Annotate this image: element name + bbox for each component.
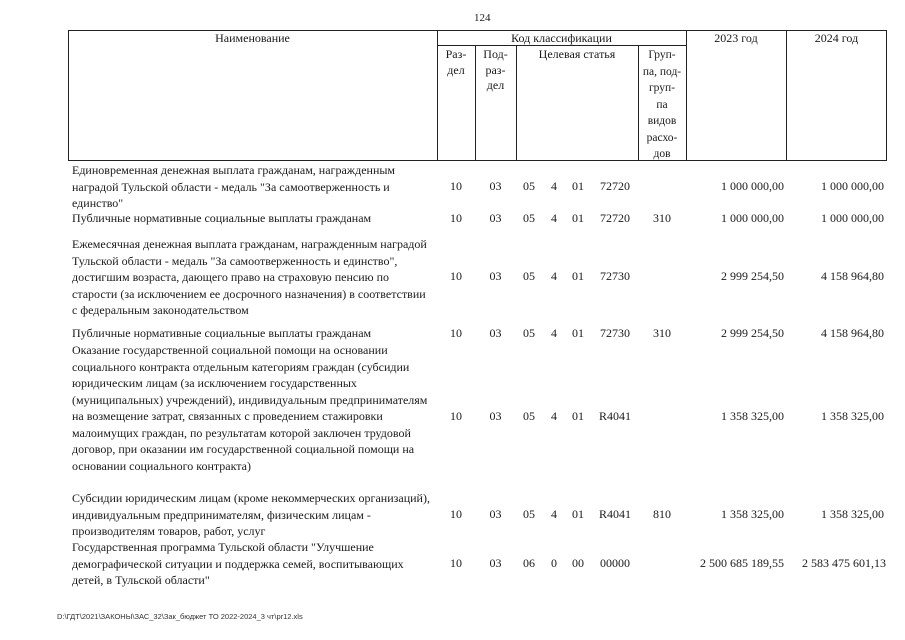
row-cs4: 00000 (600, 556, 630, 570)
row-name: Ежемесячная денежная выплата гражданам, награжденным наградой Тульской области - медаль "За самоотверженность и единство", достигшим возраста, дающего право на страховую пенсию по старости (за исключением ее досрочного назначения) в соответствии с федеральным законодательством (72, 237, 427, 317)
row-2023: 2 999 254,50 (721, 269, 784, 283)
row-cs3: 00 (572, 556, 584, 570)
row-cs1: 06 (523, 556, 535, 570)
row-cs2: 0 (551, 556, 557, 570)
row-cs3: 01 (572, 269, 584, 283)
row-razdel: 10 (450, 556, 462, 570)
row-podrazdel: 03 (489, 179, 502, 193)
row-razdel: 10 (450, 211, 462, 225)
header-code: Код классификации (511, 31, 612, 45)
row-cs1: 05 (523, 326, 535, 340)
row-cs1: 05 (523, 507, 535, 521)
row-cs2: 4 (551, 179, 557, 193)
row-2023: 1 000 000,00 (721, 179, 784, 193)
row-razdel: 10 (450, 507, 462, 521)
header-celevaya: Целевая статья (538, 47, 616, 61)
row-2024: 4 158 964,80 (821, 269, 884, 283)
row-name: Публичные нормативные социальные выплаты гражданам (72, 326, 372, 340)
page-number: 124 (474, 12, 491, 24)
row-2024: 1 358 325,00 (821, 409, 884, 423)
row-name: Оказание государственной социальной помощи на основании социального контракта отдельным категориям граждан (субсидии юридическим лицам (за исключением государственных (муниципальных) учреждений), индивидуальным предпринимателям на возмещение затрат, связанных с проведением стажировки малоимущих граждан, по результатам которой заключен трудовой договор, при оказании им государственной социальной помощи на основании социального контракта) (72, 343, 428, 473)
row-razdel: 10 (450, 409, 462, 423)
row-cs2: 4 (551, 326, 557, 340)
header-2023: 2023 год (714, 31, 758, 45)
row-cs1: 05 (523, 179, 535, 193)
divider (686, 30, 687, 161)
row-vid: 310 (653, 326, 671, 340)
row-name: Единовременная денежная выплата гражданам, награжденным наградой Тульской области - медаль "За самоотверженность и единство" (72, 163, 396, 210)
row-podrazdel: 03 (489, 556, 502, 570)
file-path-footer: D:\ГДТ\2021\ЗАКОНЫ\ЗАС_32\Зак_бюджет ТО 2022-2024_3 чт\pr12.xls (57, 612, 303, 621)
row-cs4: 72730 (600, 269, 630, 283)
row-name: Субсидии юридическим лицам (кроме некоммерческих организаций), индивидуальным предпринимателям, физическим лицам - производителям товаров, работ, услуг (72, 491, 430, 538)
row-vid: 310 (653, 211, 671, 225)
row-2023: 2 500 685 189,55 (700, 556, 784, 570)
row-2024: 1 000 000,00 (821, 179, 884, 193)
row-cs3: 01 (572, 179, 584, 193)
row-2023: 1 358 325,00 (721, 409, 784, 423)
row-cs2: 4 (551, 211, 557, 225)
row-razdel: 10 (450, 269, 462, 283)
row-cs4: R4041 (598, 507, 631, 521)
row-2023: 1 358 325,00 (721, 507, 784, 521)
header-2024: 2024 год (814, 31, 859, 45)
row-2024: 2 583 475 601,13 (802, 556, 886, 570)
row-name: Публичные нормативные социальные выплаты гражданам (72, 211, 372, 225)
row-podrazdel: 03 (489, 409, 502, 423)
row-cs3: 01 (572, 507, 584, 521)
row-podrazdel: 03 (489, 326, 502, 340)
header-name: Наименование (215, 31, 290, 45)
row-name: Государственная программа Тульской области "Улучшение демографической ситуации и поддержка семей, воспитывающих детей, в Тульской области" (72, 540, 404, 587)
row-cs4: 72730 (600, 326, 630, 340)
row-cs1: 05 (523, 409, 535, 423)
row-cs2: 4 (551, 269, 557, 283)
header-razdel: Раз- дел (445, 47, 467, 77)
row-cs3: 01 (572, 409, 584, 423)
row-podrazdel: 03 (489, 269, 502, 283)
row-2024: 1 358 325,00 (821, 507, 884, 521)
row-cs4: 72720 (600, 179, 630, 193)
row-2023: 1 000 000,00 (721, 211, 784, 225)
row-podrazdel: 03 (489, 211, 502, 225)
row-2024: 4 158 964,80 (821, 326, 884, 340)
divider (786, 30, 787, 161)
row-cs3: 01 (572, 211, 584, 225)
row-cs1: 05 (523, 269, 535, 283)
row-2024: 1 000 000,00 (821, 211, 884, 225)
row-cs3: 01 (572, 326, 584, 340)
row-cs4: 72720 (600, 211, 630, 225)
row-cs4: R4041 (598, 409, 631, 423)
header-podrazdel: Под- раз- дел (483, 47, 508, 92)
row-vid: 810 (653, 507, 671, 521)
row-cs2: 4 (551, 507, 557, 521)
row-cs1: 05 (523, 211, 535, 225)
row-podrazdel: 03 (489, 507, 502, 521)
row-2023: 2 999 254,50 (721, 326, 784, 340)
row-razdel: 10 (450, 179, 462, 193)
row-razdel: 10 (450, 326, 462, 340)
header-gruppa: Груп- па, под- груп- па видов расхо- дов (642, 49, 682, 160)
row-cs2: 4 (551, 409, 557, 423)
